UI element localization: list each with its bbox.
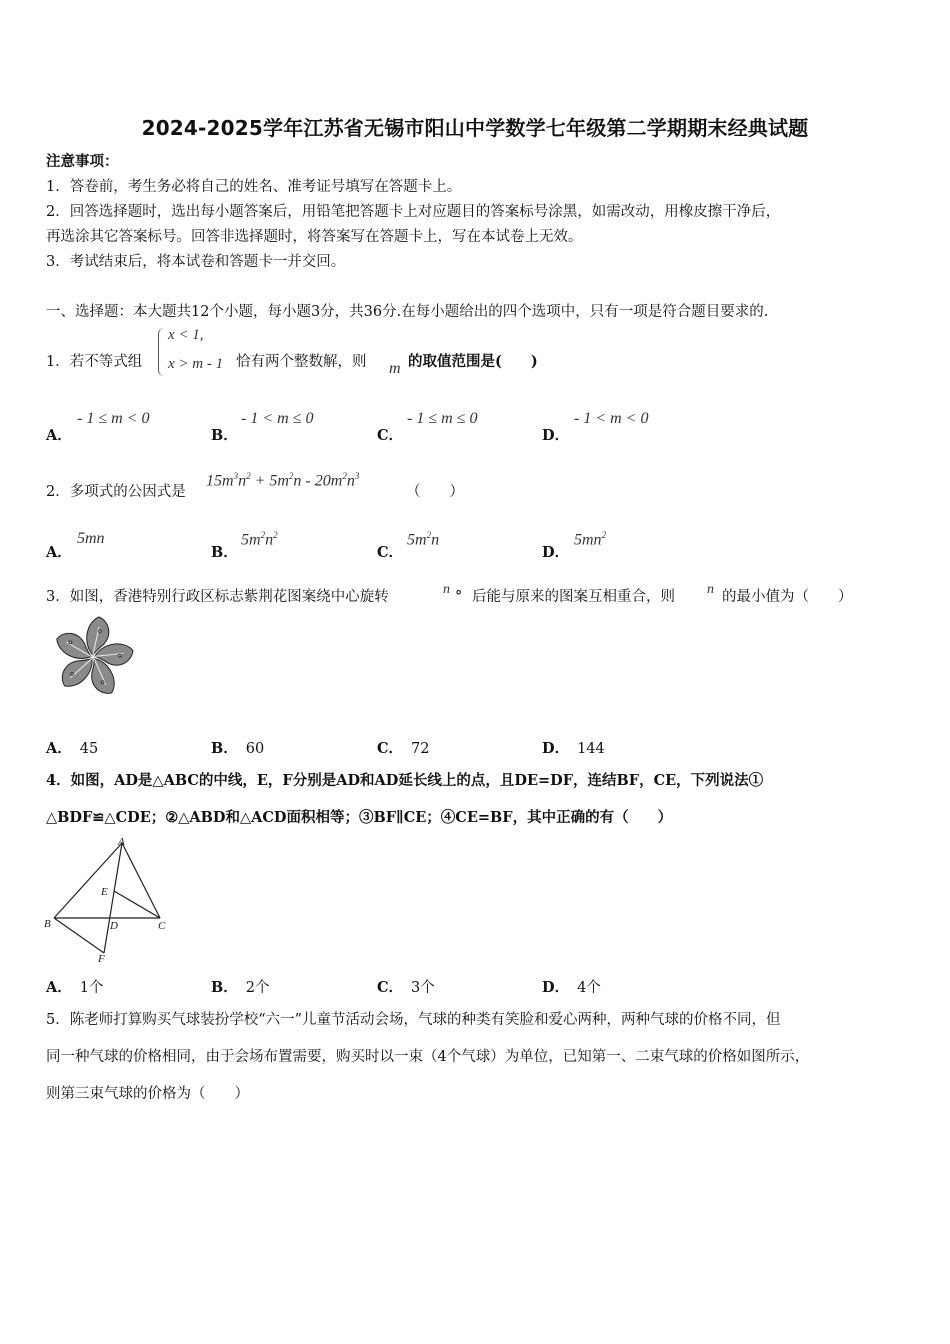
q1-option-a-label[interactable]: A． xyxy=(46,427,72,444)
notice-item-2b: 再选涂其它答案标号。回答非选择题时，将答案写在答题卡上，写在本试卷上无效。 xyxy=(46,229,583,245)
label-b: B xyxy=(44,918,51,930)
q5-line-2: 同一种气球的价格相同，由于会场布置需要，购买时以一束（4个气球）为单位，已知第一、二束气球的价格如图所示， xyxy=(46,1049,810,1065)
bauhinia-figure xyxy=(48,612,138,702)
q2-post: （ ） xyxy=(406,484,464,500)
q4-line-2: △BDF≌△CDE；②△ABD和△ACD面积相等；③BF∥CE；④CE=BF，其中正确的有（ ） xyxy=(46,809,673,826)
q3-option-d[interactable] xyxy=(542,737,605,758)
q4-option-c-value: 3个 xyxy=(411,980,435,996)
q1-ineq-1: x < 1, xyxy=(168,327,204,343)
q1-brace xyxy=(158,328,167,376)
q2-option-d-value: $5mn^2$ xyxy=(574,530,607,549)
q1-pre: 若不等式组 xyxy=(69,354,143,370)
q2-text xyxy=(46,482,186,502)
label-f: F xyxy=(98,953,105,965)
q1-option-b-label[interactable]: B． xyxy=(211,427,238,444)
q3-option-d-value: 144 xyxy=(577,741,605,757)
q1-option-d-value: - 1 < m < 0 xyxy=(574,410,649,427)
q3-var-2: n xyxy=(707,582,714,597)
q2-option-c-value: $5m^2n$ xyxy=(407,530,440,549)
section-heading: 一、选择题：本大题共12个小题，每小题3分，共36分.在每小题给出的四个选项中，只有一项是符合题目要求的. xyxy=(46,304,769,320)
q5-line-3: 则第三束气球的价格为（ ） xyxy=(46,1086,249,1102)
q2-option-c-label[interactable]: C． xyxy=(377,544,404,561)
notice-item-2a: 2．回答选择题时，选出每小题答案后，用铅笔把答题卡上对应题目的答案标号涂黑，如需改动，用橡皮擦干净后， xyxy=(46,204,781,220)
q3-option-c-value: 72 xyxy=(411,741,430,757)
q2-option-b-value: $5m^2n^2$ xyxy=(241,530,278,549)
q1-number: 1． xyxy=(46,354,70,370)
label-a: A xyxy=(118,836,125,848)
q3-option-c[interactable] xyxy=(377,737,430,758)
q2-option-a-label[interactable]: A． xyxy=(46,544,72,561)
q4-option-d[interactable] xyxy=(542,976,601,997)
q3-option-b-label: B． xyxy=(211,740,238,757)
q2-option-d-label[interactable]: D． xyxy=(542,544,570,561)
label-c: C xyxy=(158,920,166,932)
q2-option-b-label[interactable]: B． xyxy=(211,544,238,561)
q4-option-b-label: B． xyxy=(211,979,238,996)
q1-var: m xyxy=(389,360,401,377)
q4-option-a-label: A． xyxy=(46,979,72,996)
label-d: D xyxy=(110,920,118,932)
q3-option-b-value: 60 xyxy=(245,741,265,757)
q2-option-a-value: 5mn xyxy=(77,530,105,547)
notice-item-1: 1．答卷前，考生务必将自己的姓名、准考证号填写在答题卡上。 xyxy=(46,179,462,195)
q1-ineq-2: x > m - 1 xyxy=(168,356,224,372)
q3-option-a[interactable] xyxy=(46,737,98,758)
q1-option-c-label[interactable]: C． xyxy=(377,427,404,444)
q3-option-d-label: D． xyxy=(542,740,570,757)
q3-pre: 如图，香港特别行政区标志紫荆花图案绕中心旋转 xyxy=(69,589,389,605)
q4-option-c[interactable] xyxy=(377,976,435,997)
q4-option-d-label: D． xyxy=(542,979,570,996)
q3-post: 的最小值为（ ） xyxy=(722,589,853,605)
triangle-figure xyxy=(40,835,175,965)
q4-option-d-value: 4个 xyxy=(577,980,601,996)
q2-pre: 多项式的公因式是 xyxy=(69,484,186,500)
q1-option-b-value: - 1 < m ≤ 0 xyxy=(241,410,314,427)
label-e: E xyxy=(101,886,108,898)
q1-option-a-value: - 1 ≤ m < 0 xyxy=(77,410,150,427)
notice-item-3: 3．考试结束后，将本试卷和答题卡一并交回。 xyxy=(46,254,346,270)
q1-post: 的取值范围是( ) xyxy=(408,353,538,370)
q4-option-b-value: 2个 xyxy=(245,980,270,996)
q4-option-b[interactable] xyxy=(211,976,270,997)
q3-option-a-value: 45 xyxy=(79,741,99,757)
notice-heading: 注意事项： xyxy=(46,153,119,170)
page-title: 2024-2025学年江苏省无锡市阳山中学数学七年级第二学期期末经典试题 xyxy=(141,116,809,140)
q2-polynomial: $15m^3n^2 + 5m^2n - 20m^2n^3$ xyxy=(206,471,360,490)
q3-deg: ° xyxy=(455,589,463,605)
q1-text xyxy=(46,352,142,372)
q3-option-b[interactable] xyxy=(211,737,264,758)
q4-option-a-value: 1个 xyxy=(79,980,104,996)
q4-line-1: 4．如图，AD是△ABC的中线，E，F分别是AD和AD延长线上的点，且DE=DF，连结BF，CE，下列说法① xyxy=(46,772,764,789)
q1-mid: 恰有两个整数解，则 xyxy=(236,354,367,370)
q4-option-a[interactable] xyxy=(46,976,104,997)
q1-option-d-label[interactable]: D． xyxy=(542,427,570,444)
q3-number: 3． xyxy=(46,589,70,605)
q4-option-c-label: C． xyxy=(377,979,404,996)
q2-number: 2． xyxy=(46,484,70,500)
q1-option-c-value: - 1 ≤ m ≤ 0 xyxy=(407,410,478,427)
q5-line-1: 5．陈老师打算购买气球装扮学校“六一”儿童节活动会场，气球的种类有笑脸和爱心两种，两种气球的价格不同，但 xyxy=(46,1012,781,1028)
q3-option-c-label: C． xyxy=(377,740,404,757)
q3-var: n xyxy=(443,582,450,597)
segment-bf xyxy=(54,918,104,953)
q3-option-a-label: A． xyxy=(46,740,72,757)
q3-text xyxy=(46,587,389,607)
q3-mid: 后能与原来的图案互相重合，则 xyxy=(472,589,675,605)
